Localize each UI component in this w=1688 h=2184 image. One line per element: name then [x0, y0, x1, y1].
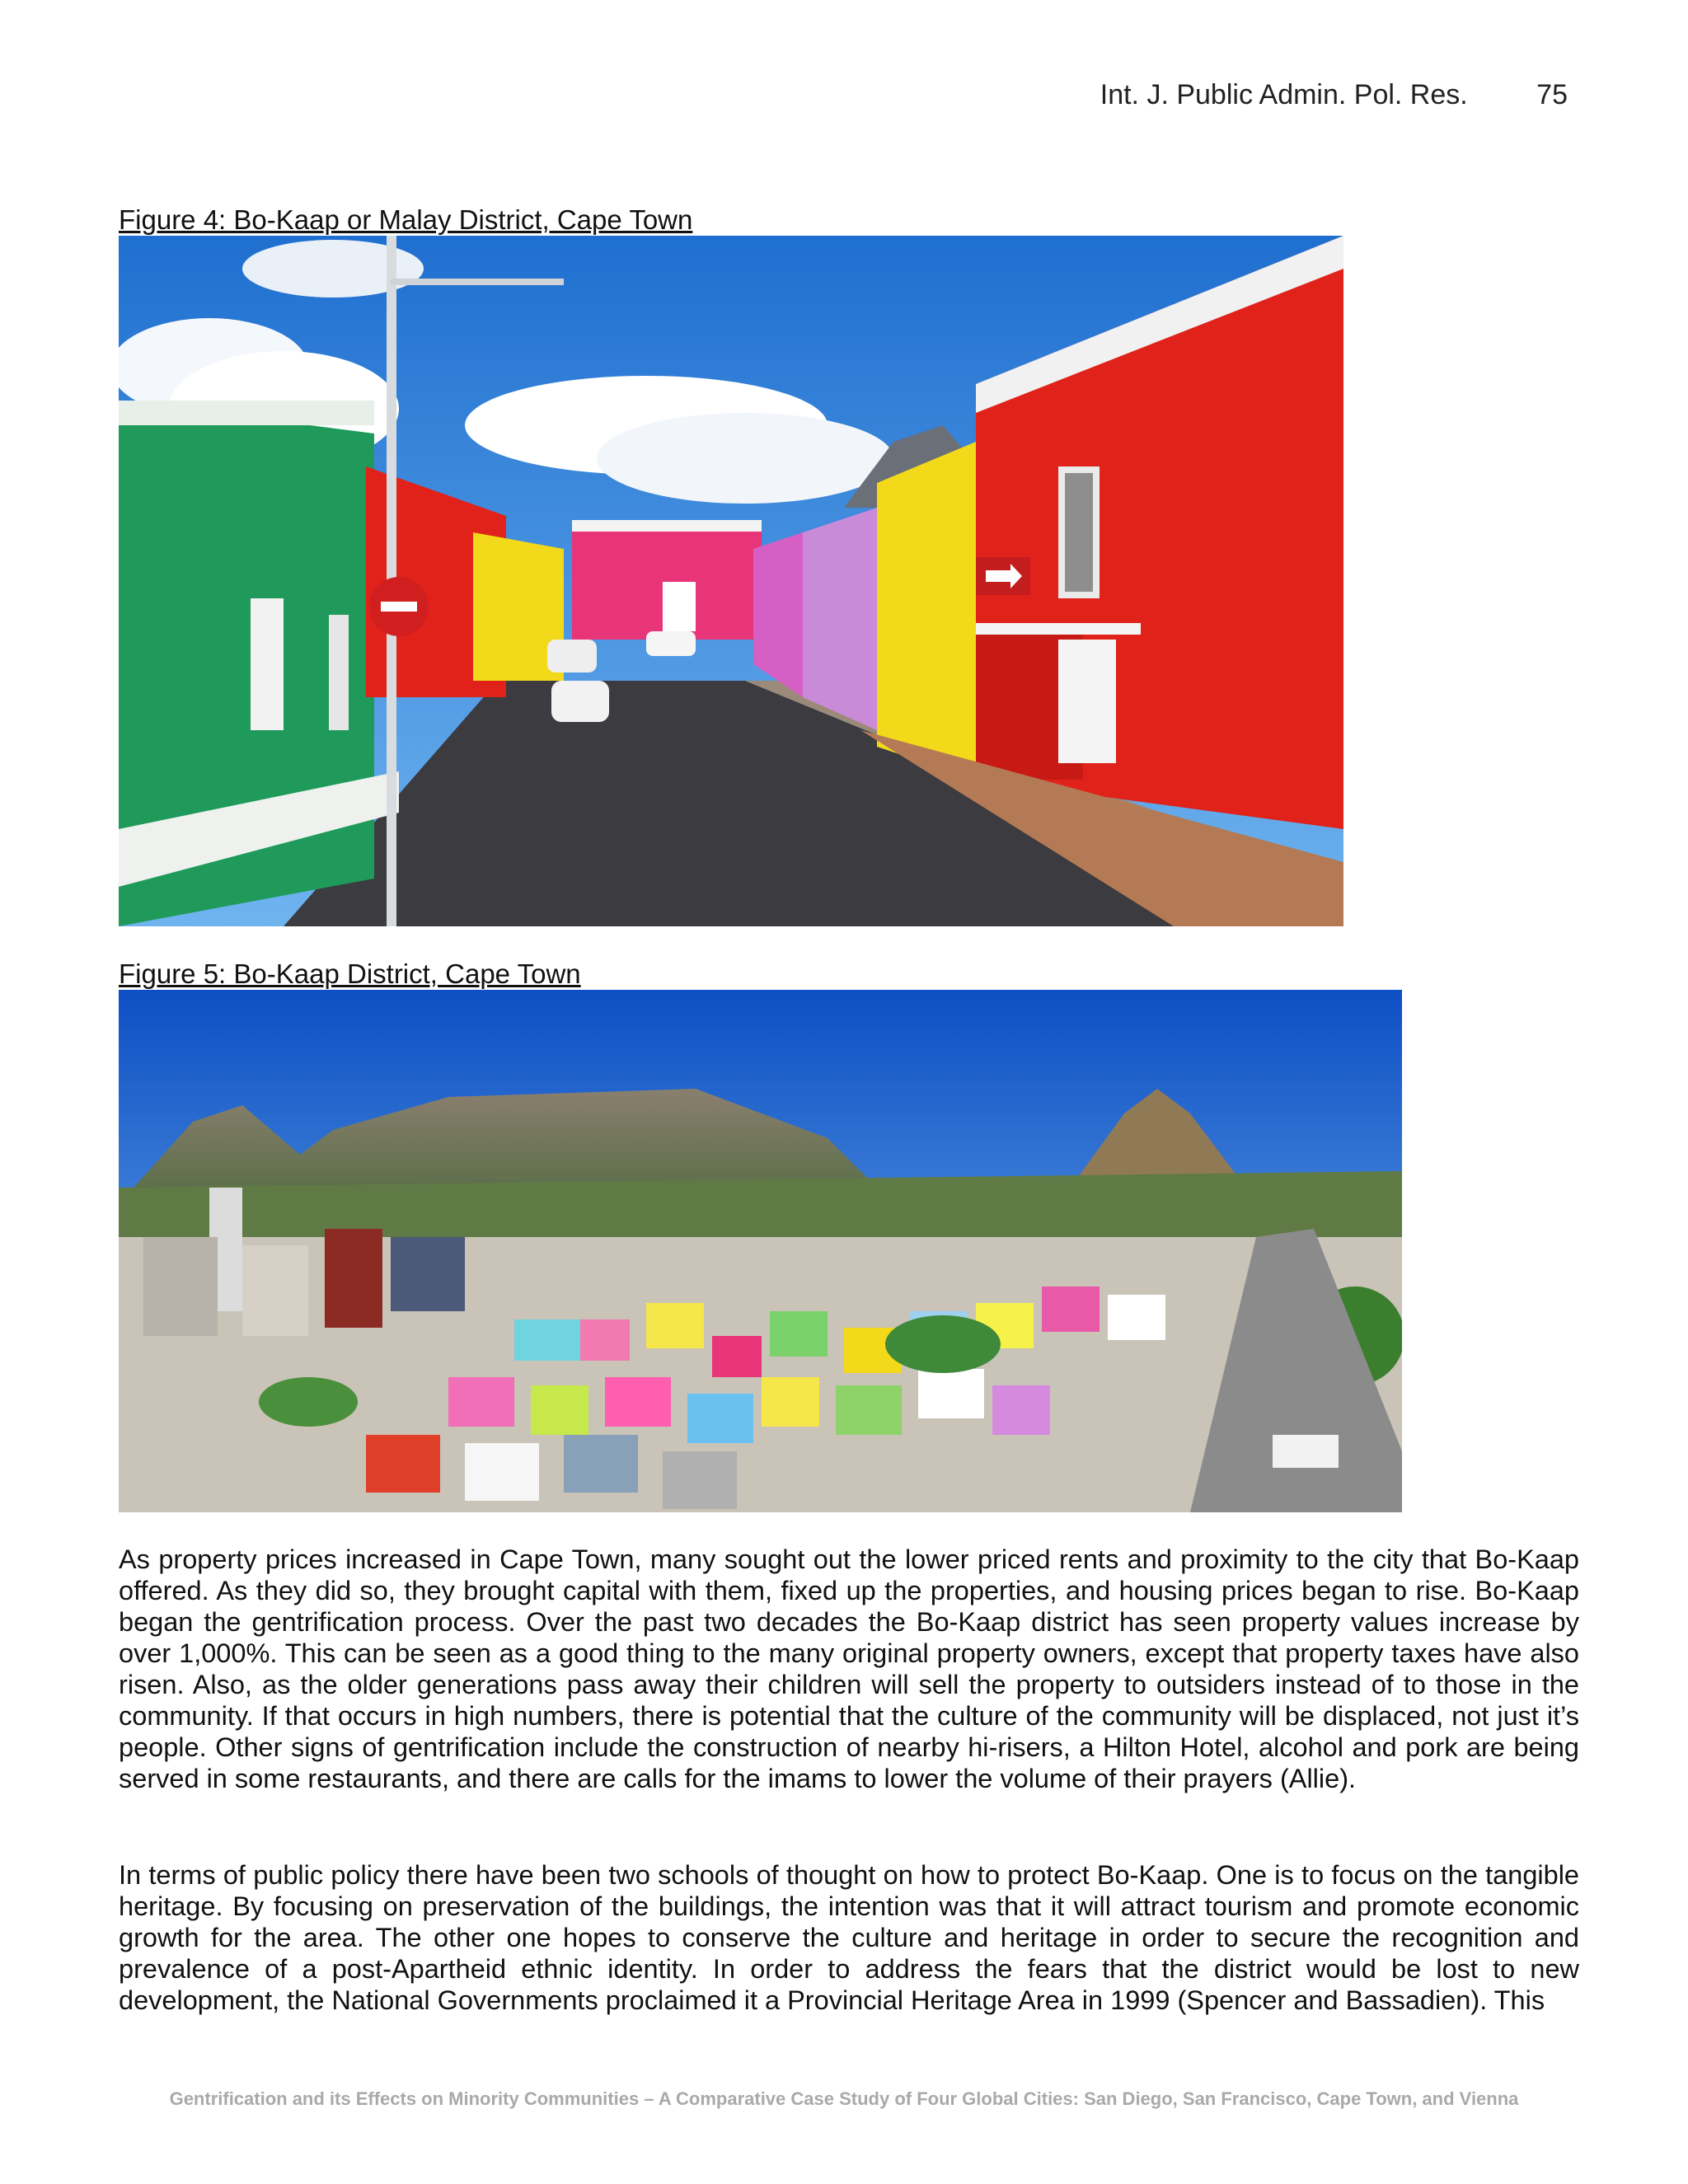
figure-5-panorama-photo	[119, 990, 1402, 1512]
running-footer: Gentrification and its Effects on Minority Communities – A Comparative Case Study of Four Global Cities: San Diego, San Francisco, Cape Town, and Vienna	[169, 2088, 1519, 2109]
journal-title: Int. J. Public Admin. Pol. Res.	[1100, 79, 1468, 110]
page-number: 75	[1536, 79, 1568, 110]
figure-4-street-photo	[119, 236, 1343, 926]
figure-5-caption: Figure 5: Bo-Kaap District, Cape Town	[119, 958, 581, 989]
paragraph-1: As property prices increased in Cape Town, many sought out the lower priced rents and proximity to the city that Bo-Kaap offered. As they did so, they brought capital with them, fixed up the properties, and housing prices began to rise. Bo-Kaap began the gentrification process. Over the past two decades the Bo-Kaap district has seen property values increase by over 1,000%. This can be seen as a good thing to the many original property owners, except that property taxes have also risen. Also, as the older generations pass away their children will sell the property to outsiders instead of to those in the community. If that occurs in high numbers, there is potential that the culture of the community will be displaced, not just it’s people. Other signs of gentrification include the construction of nearby hi-risers, a Hilton Hotel, alcohol and pork are being served in some restaurants, and there are calls for the imams to lower the volume of their prayers (Allie).	[119, 1544, 1579, 1793]
running-header	[1100, 79, 1568, 111]
figure-4-caption: Figure 4: Bo-Kaap or Malay District, Cape Town	[119, 204, 693, 235]
paragraph-2: In terms of public policy there have been two schools of thought on how to protect Bo-Kaap. One is to focus on the tangible heritage. By focusing on preservation of the buildings, the intention was that it will attract tourism and promote economic growth for the area. The other one hopes to conserve the culture and heritage in order to secure the recognition and prevalence of a post-Apartheid ethnic identity. In order to address the fears that the district would be lost to new development, the National Governments proclaimed it a Provincial Heritage Area in 1999 (Spencer and Bassadien). This	[119, 1860, 1579, 2015]
